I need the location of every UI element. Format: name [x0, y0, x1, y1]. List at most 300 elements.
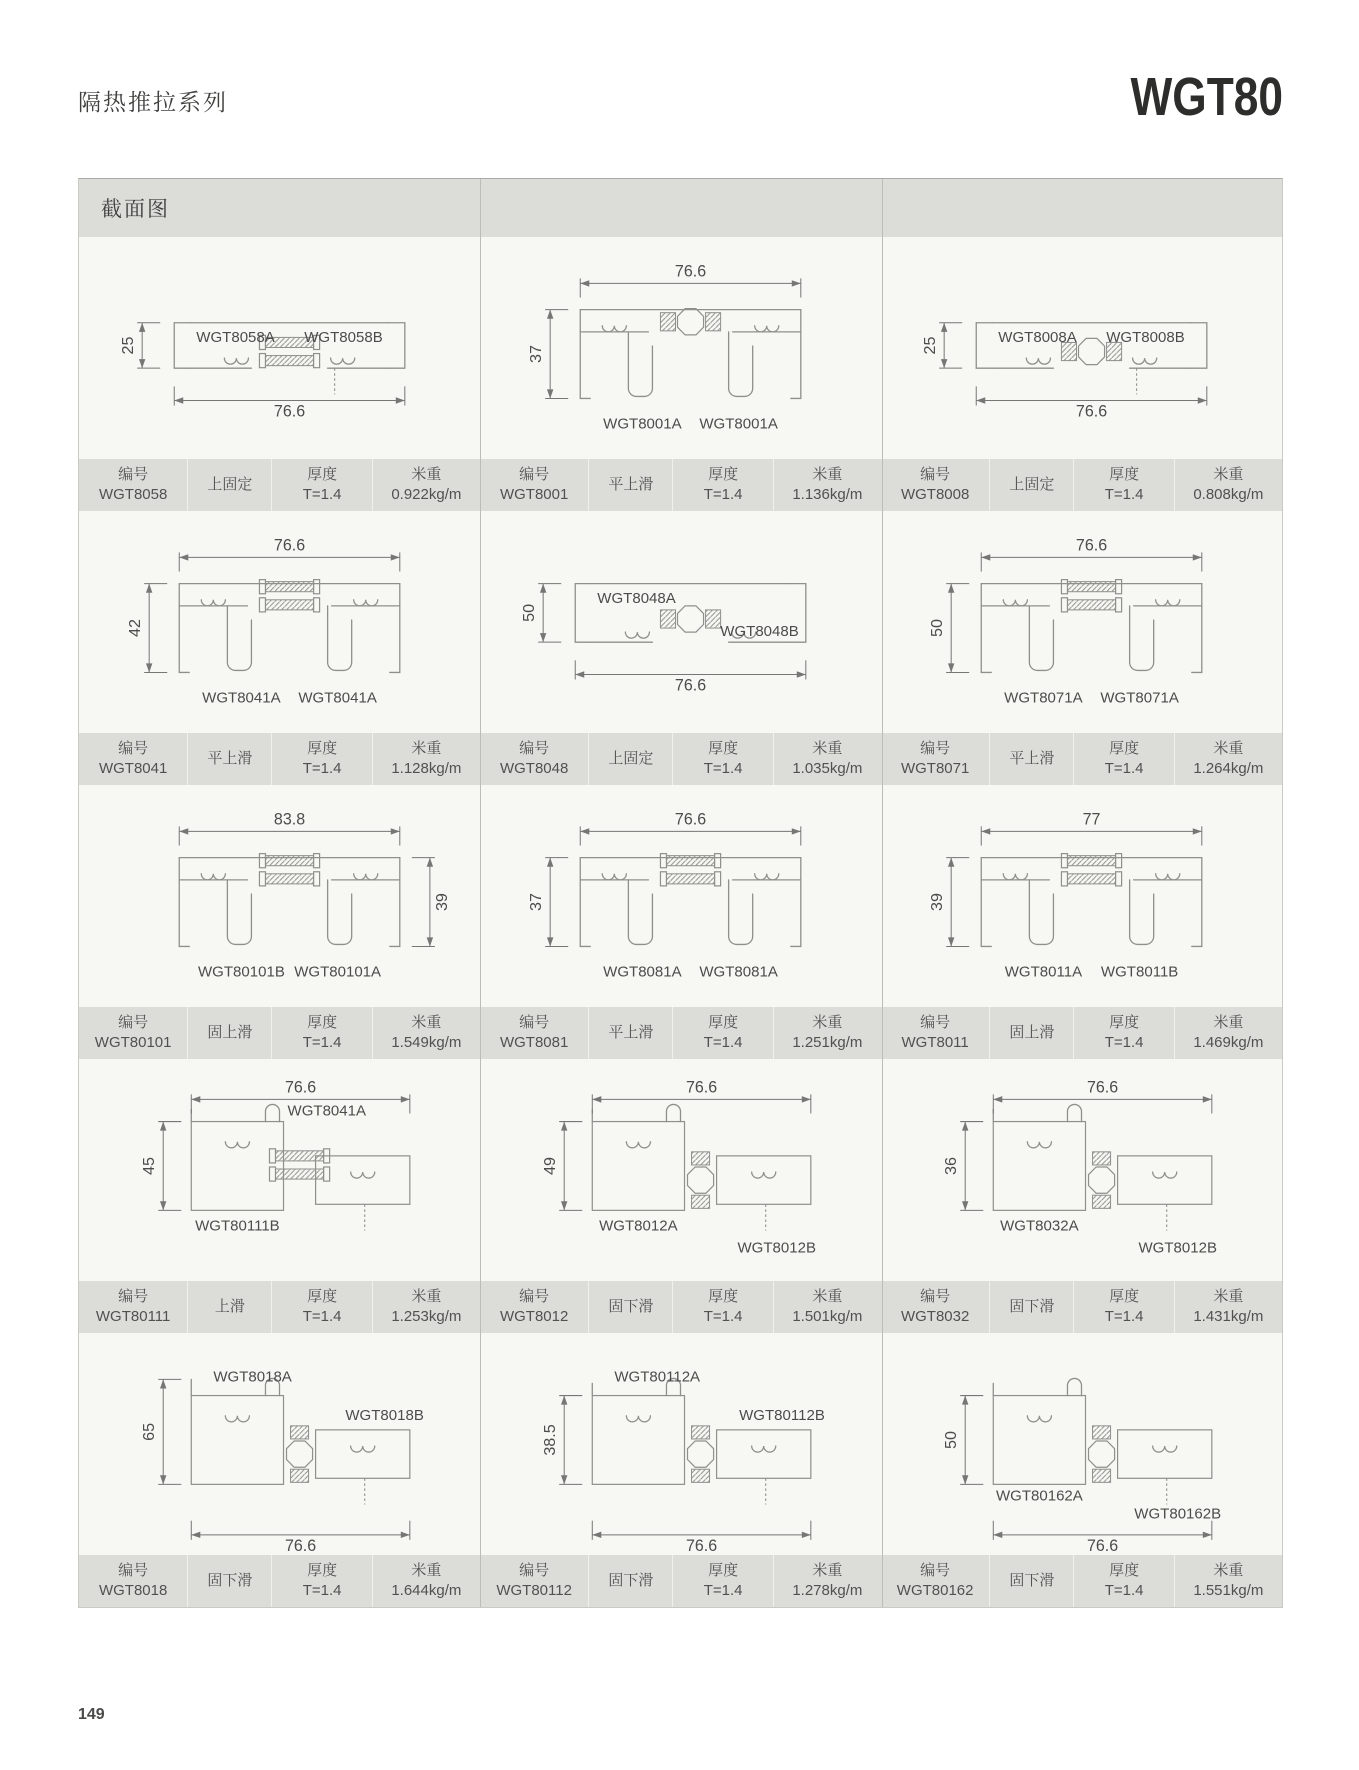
width-dimension: 76.6 — [273, 402, 306, 421]
sub-type — [989, 733, 1073, 785]
height-dimension: 65 — [140, 1422, 159, 1441]
thermal-break — [275, 1151, 323, 1161]
sub-weight — [1174, 1555, 1282, 1607]
part-label: WGT8032A — [1000, 1217, 1079, 1235]
thermal-break — [265, 600, 313, 610]
profile-drawing — [881, 237, 1282, 459]
sub-weight — [773, 1007, 881, 1059]
weight-label: 米重 — [1213, 1288, 1244, 1306]
data-cell-group — [480, 1007, 881, 1059]
thermal-break — [660, 313, 675, 331]
sub-weight — [773, 1281, 881, 1333]
sub-code — [881, 1555, 989, 1607]
data-cell-group — [881, 459, 1282, 511]
drawing-cell — [79, 237, 480, 459]
sub-code — [79, 1281, 187, 1333]
sub-code — [881, 1007, 989, 1059]
width-dimension: 76.6 — [1075, 536, 1108, 555]
drawing-cell — [480, 511, 881, 733]
weight-label: 米重 — [812, 1562, 843, 1580]
thickness-label: 厚度 — [307, 1288, 338, 1306]
data-cell-group — [881, 1281, 1282, 1333]
profile-drawing — [79, 1333, 480, 1555]
data-strip — [79, 459, 1282, 511]
width-dimension: 77 — [1082, 810, 1101, 829]
width-dimension: 76.6 — [674, 676, 707, 695]
code-label: 编号 — [920, 1014, 951, 1032]
weight-label: 米重 — [1213, 466, 1244, 484]
sub-weight — [773, 459, 881, 511]
sub-thickness — [271, 1281, 371, 1333]
profile-type: 固下滑 — [207, 1572, 253, 1590]
drawings-band — [79, 511, 1282, 733]
drawing-cell — [79, 511, 480, 733]
dimension-lines — [946, 826, 1202, 946]
section-table — [78, 178, 1283, 1608]
profile-drawing — [881, 511, 1282, 733]
thermal-break — [666, 874, 714, 884]
part-label: WGT8081A — [699, 963, 778, 981]
thermal-break — [660, 610, 675, 628]
sub-code — [881, 1281, 989, 1333]
thickness-value: T=1.4 — [703, 1582, 743, 1599]
table-header-band — [79, 179, 1282, 237]
code-label: 编号 — [118, 466, 149, 484]
thermal-break — [265, 356, 313, 366]
sub-code — [881, 733, 989, 785]
weight-label: 米重 — [812, 466, 843, 484]
data-cell-group — [480, 733, 881, 785]
sub-type — [588, 1281, 672, 1333]
part-label: WGT8018A — [213, 1368, 292, 1386]
profile-type: 平上滑 — [608, 476, 654, 494]
drawing-cell — [79, 1059, 480, 1281]
weight-value: 1.264kg/m — [1193, 760, 1264, 777]
sub-type — [989, 1281, 1073, 1333]
profile-type: 固上滑 — [1009, 1024, 1055, 1042]
code-label: 编号 — [118, 1288, 149, 1306]
sub-type — [588, 733, 672, 785]
profile-type: 固下滑 — [608, 1298, 654, 1316]
model-code: WGT80 — [1130, 67, 1283, 127]
profile-type: 上固定 — [1009, 476, 1055, 494]
weight-label: 米重 — [411, 1562, 442, 1580]
height-dimension: 36 — [942, 1156, 961, 1175]
sub-thickness — [271, 1007, 371, 1059]
sub-code — [79, 733, 187, 785]
data-cell-group — [480, 459, 881, 511]
thickness-label: 厚度 — [1109, 466, 1140, 484]
height-dimension: 42 — [126, 619, 145, 638]
profile-drawing — [480, 1333, 881, 1555]
profile-code: WGT8032 — [900, 1308, 970, 1325]
drawing-cell — [881, 1059, 1282, 1281]
height-dimension: 25 — [119, 336, 138, 355]
width-dimension: 76.6 — [1075, 402, 1108, 421]
part-label: WGT8018B — [345, 1406, 424, 1424]
weight-label: 米重 — [1213, 1014, 1244, 1032]
profile-outline — [179, 584, 400, 673]
thermal-break — [666, 856, 714, 866]
thermal-break — [692, 1426, 710, 1439]
profile-type: 上固定 — [608, 750, 654, 768]
weight-value: 1.136kg/m — [792, 486, 863, 503]
weight-value: 1.251kg/m — [792, 1034, 863, 1051]
data-cell-group — [79, 733, 480, 785]
height-dimension: 50 — [928, 619, 947, 638]
height-dimension: 37 — [527, 893, 546, 912]
sub-code — [480, 459, 588, 511]
data-cell-group — [881, 733, 1282, 785]
profile-code: WGT8048 — [499, 760, 569, 777]
sub-thickness — [672, 459, 772, 511]
profile-code: WGT8018 — [98, 1582, 168, 1599]
drawing-cell — [79, 1333, 480, 1555]
sub-type — [588, 459, 672, 511]
width-dimension: 76.6 — [674, 262, 707, 281]
drawings-band — [79, 1059, 1282, 1281]
profile-code: WGT8001 — [499, 486, 569, 503]
thickness-value: T=1.4 — [1104, 1308, 1144, 1325]
code-label: 编号 — [519, 466, 550, 484]
thermal-break — [265, 582, 313, 592]
profile-code: WGT8041 — [98, 760, 168, 777]
profile-outline — [580, 858, 801, 947]
profile-code: WGT8058 — [98, 486, 168, 503]
data-cell-group — [881, 1555, 1282, 1607]
sub-code — [480, 733, 588, 785]
profile-type: 平上滑 — [1009, 750, 1055, 768]
thermal-break — [1093, 1195, 1111, 1208]
part-label: WGT8041A — [287, 1102, 367, 1120]
profile-drawing — [881, 1333, 1282, 1555]
part-label: WGT8048A — [597, 589, 676, 607]
data-cell-group — [79, 1007, 480, 1059]
weight-label: 米重 — [1213, 740, 1244, 758]
dimension-lines — [179, 826, 435, 946]
weight-label: 米重 — [1213, 1562, 1244, 1580]
part-label: WGT8008B — [1106, 328, 1185, 346]
profile-type: 固上滑 — [207, 1024, 253, 1042]
data-cell-group — [480, 1281, 881, 1333]
thermal-break — [1067, 874, 1115, 884]
sub-type — [187, 1555, 271, 1607]
sub-type — [989, 1007, 1073, 1059]
profile-drawing — [881, 785, 1282, 1007]
profile-type: 平上滑 — [207, 750, 253, 768]
data-cell-group — [480, 1555, 881, 1607]
part-label: WGT8011B — [1100, 963, 1179, 981]
thickness-label: 厚度 — [708, 740, 739, 758]
sub-code — [79, 459, 187, 511]
profile-code: WGT8008 — [900, 486, 970, 503]
part-label: WGT8012A — [599, 1217, 678, 1235]
dimension-lines — [946, 552, 1202, 672]
thickness-value: T=1.4 — [302, 1034, 342, 1051]
profile-code: WGT80162 — [896, 1582, 974, 1599]
weight-value: 0.808kg/m — [1193, 486, 1264, 503]
thickness-label: 厚度 — [708, 466, 739, 484]
code-label: 编号 — [920, 740, 951, 758]
profile-row — [79, 511, 1282, 785]
width-dimension: 76.6 — [273, 536, 306, 555]
part-label: WGT8058B — [304, 328, 383, 346]
thickness-value: T=1.4 — [1104, 1034, 1144, 1051]
profile-drawing — [79, 511, 480, 733]
code-label: 编号 — [118, 1562, 149, 1580]
profile-outline — [580, 310, 801, 399]
weight-value: 1.644kg/m — [391, 1582, 462, 1599]
sub-thickness — [271, 733, 371, 785]
table-rows — [79, 237, 1282, 1607]
thermal-break — [1067, 856, 1115, 866]
sub-code — [480, 1555, 588, 1607]
profile-code: WGT80111 — [95, 1308, 171, 1325]
profile-code: WGT8071 — [900, 760, 970, 777]
sub-code — [79, 1555, 187, 1607]
weight-value: 1.469kg/m — [1193, 1034, 1264, 1051]
part-label: WGT80111B — [195, 1217, 280, 1235]
profile-row — [79, 237, 1282, 511]
profile-drawing — [480, 237, 881, 459]
part-label: WGT8058A — [196, 328, 275, 346]
drawing-cell — [881, 237, 1282, 459]
profile-outline — [981, 584, 1202, 673]
thermal-break — [1093, 1426, 1111, 1439]
height-dimension: 49 — [541, 1156, 560, 1175]
height-dimension: 39 — [432, 893, 451, 912]
thickness-value: T=1.4 — [1104, 486, 1144, 503]
weight-label: 米重 — [812, 1014, 843, 1032]
profile-row — [79, 1333, 1282, 1607]
sub-weight — [372, 459, 480, 511]
drawing-cell — [480, 237, 881, 459]
sub-weight — [372, 733, 480, 785]
dimension-lines — [545, 826, 801, 946]
part-label: WGT80112B — [739, 1406, 825, 1424]
part-label: WGT8041A — [202, 689, 281, 707]
part-label: WGT8001A — [603, 415, 682, 433]
sub-thickness — [672, 1555, 772, 1607]
height-dimension: 45 — [140, 1156, 159, 1175]
thickness-value: T=1.4 — [302, 760, 342, 777]
profile-drawing — [480, 511, 881, 733]
data-cell-group — [881, 1007, 1282, 1059]
thickness-value: T=1.4 — [703, 486, 743, 503]
width-dimension: 76.6 — [685, 1536, 718, 1555]
drawing-cell — [480, 785, 881, 1007]
weight-label: 米重 — [411, 1288, 442, 1306]
thermal-break — [291, 1426, 309, 1439]
table-header-label: 截面图 — [101, 198, 170, 221]
width-dimension: 76.6 — [674, 810, 707, 829]
series-title: 隔热推拉系列 — [78, 89, 228, 115]
thickness-label: 厚度 — [307, 1014, 338, 1032]
sub-thickness — [672, 1007, 772, 1059]
code-label: 编号 — [118, 1014, 149, 1032]
weight-value: 1.035kg/m — [792, 760, 863, 777]
profile-type: 上固定 — [207, 476, 253, 494]
column-divider — [882, 179, 883, 1607]
code-label: 编号 — [920, 1562, 951, 1580]
sub-type — [187, 1281, 271, 1333]
thickness-label: 厚度 — [708, 1288, 739, 1306]
width-dimension: 76.6 — [284, 1536, 317, 1555]
sub-type — [989, 459, 1073, 511]
drawings-band — [79, 237, 1282, 459]
weight-value: 1.551kg/m — [1193, 1582, 1264, 1599]
drawing-cell — [79, 785, 480, 1007]
thickness-value: T=1.4 — [302, 1308, 342, 1325]
part-label: WGT8008A — [998, 328, 1077, 346]
thickness-value: T=1.4 — [703, 1034, 743, 1051]
width-dimension: 76.6 — [685, 1078, 718, 1097]
column-divider — [480, 179, 481, 1607]
profile-drawing — [79, 785, 480, 1007]
part-label: WGT8041A — [298, 689, 377, 707]
sub-thickness — [271, 459, 371, 511]
sub-thickness — [1073, 733, 1173, 785]
thickness-label: 厚度 — [708, 1014, 739, 1032]
part-label: WGT8012B — [737, 1239, 817, 1257]
data-strip — [79, 733, 1282, 785]
drawing-cell — [480, 1059, 881, 1281]
part-label: WGT8048B — [720, 623, 799, 641]
height-dimension: 38.5 — [541, 1424, 560, 1456]
profile-row — [79, 785, 1282, 1059]
thickness-value: T=1.4 — [302, 1582, 342, 1599]
code-label: 编号 — [519, 1288, 550, 1306]
dimension-lines — [545, 278, 801, 398]
thermal-break — [1067, 582, 1115, 592]
sub-weight — [773, 733, 881, 785]
thermal-break — [706, 313, 721, 331]
part-label: WGT8071A — [1100, 689, 1179, 707]
weight-label: 米重 — [812, 1288, 843, 1306]
drawing-cell — [881, 1333, 1282, 1555]
drawing-cell — [881, 511, 1282, 733]
code-label: 编号 — [118, 740, 149, 758]
thermal-break — [265, 856, 313, 866]
height-dimension: 50 — [520, 603, 539, 622]
weight-value: 0.922kg/m — [391, 486, 462, 503]
profile-drawing — [480, 785, 881, 1007]
part-label: WGT80162A — [995, 1487, 1083, 1505]
part-label: WGT80162B — [1134, 1505, 1222, 1523]
data-strip — [79, 1007, 1282, 1059]
profile-type: 上滑 — [214, 1298, 245, 1316]
data-cell-group — [79, 1281, 480, 1333]
height-dimension: 50 — [942, 1430, 961, 1449]
profile-type: 固下滑 — [608, 1572, 654, 1590]
width-dimension: 76.6 — [1086, 1078, 1119, 1097]
profile-type: 平上滑 — [608, 1024, 654, 1042]
thermal-break — [692, 1152, 710, 1165]
thermal-break — [706, 610, 721, 628]
code-label: 编号 — [519, 740, 550, 758]
code-label: 编号 — [920, 1288, 951, 1306]
profile-code: WGT8081 — [499, 1034, 569, 1051]
profile-drawing — [79, 1059, 480, 1281]
thickness-label: 厚度 — [1109, 740, 1140, 758]
height-dimension: 39 — [928, 893, 947, 912]
sub-thickness — [1073, 459, 1173, 511]
sub-thickness — [271, 1555, 371, 1607]
profile-row — [79, 1059, 1282, 1333]
sub-thickness — [1073, 1281, 1173, 1333]
weight-label: 米重 — [411, 1014, 442, 1032]
profile-outline — [179, 858, 400, 947]
weight-value: 1.128kg/m — [391, 760, 462, 777]
data-cell-group — [79, 1555, 480, 1607]
height-dimension: 37 — [527, 345, 546, 364]
sub-type — [187, 733, 271, 785]
profile-type: 固下滑 — [1009, 1298, 1055, 1316]
profile-type: 固下滑 — [1009, 1572, 1055, 1590]
profile-drawing — [480, 1059, 881, 1281]
weight-label: 米重 — [411, 466, 442, 484]
weight-value: 1.549kg/m — [391, 1034, 462, 1051]
sub-type — [588, 1555, 672, 1607]
thermal-break — [265, 874, 313, 884]
width-dimension: 83.8 — [273, 810, 306, 829]
thermal-break — [291, 1469, 309, 1482]
sub-thickness — [672, 733, 772, 785]
data-strip — [79, 1281, 1282, 1333]
sub-code — [480, 1007, 588, 1059]
data-cell-group — [79, 459, 480, 511]
profile-code: WGT80112 — [496, 1582, 572, 1599]
weight-value: 1.278kg/m — [792, 1582, 863, 1599]
part-label: WGT80101B — [197, 963, 285, 981]
code-label: 编号 — [920, 466, 951, 484]
dimension-lines — [144, 552, 400, 672]
thickness-value: T=1.4 — [1104, 760, 1144, 777]
thickness-value: T=1.4 — [1104, 1582, 1144, 1599]
thermal-break — [692, 1469, 710, 1482]
part-label: WGT80112A — [614, 1368, 701, 1386]
sub-type — [187, 1007, 271, 1059]
part-label: WGT8011A — [1004, 963, 1083, 981]
weight-value: 1.431kg/m — [1193, 1308, 1264, 1325]
thickness-value: T=1.4 — [302, 486, 342, 503]
sub-code — [881, 459, 989, 511]
profile-code: WGT80101 — [94, 1034, 172, 1051]
profile-code: WGT8011 — [901, 1034, 969, 1051]
sub-weight — [372, 1281, 480, 1333]
thermal-break — [1067, 600, 1115, 610]
thickness-label: 厚度 — [307, 466, 338, 484]
thickness-value: T=1.4 — [703, 1308, 743, 1325]
thickness-label: 厚度 — [708, 1562, 739, 1580]
thermal-break — [275, 1169, 323, 1179]
code-label: 编号 — [519, 1562, 550, 1580]
profile-outline — [981, 858, 1202, 947]
thermal-break — [692, 1195, 710, 1208]
sub-weight — [1174, 1007, 1282, 1059]
part-label: WGT8012B — [1138, 1239, 1218, 1257]
thermal-break — [1093, 1152, 1111, 1165]
code-label: 编号 — [519, 1014, 550, 1032]
weight-label: 米重 — [411, 740, 442, 758]
sub-weight — [1174, 459, 1282, 511]
sub-weight — [372, 1555, 480, 1607]
sub-weight — [372, 1007, 480, 1059]
sub-weight — [1174, 733, 1282, 785]
sub-type — [989, 1555, 1073, 1607]
thickness-label: 厚度 — [307, 1562, 338, 1580]
thickness-label: 厚度 — [1109, 1014, 1140, 1032]
